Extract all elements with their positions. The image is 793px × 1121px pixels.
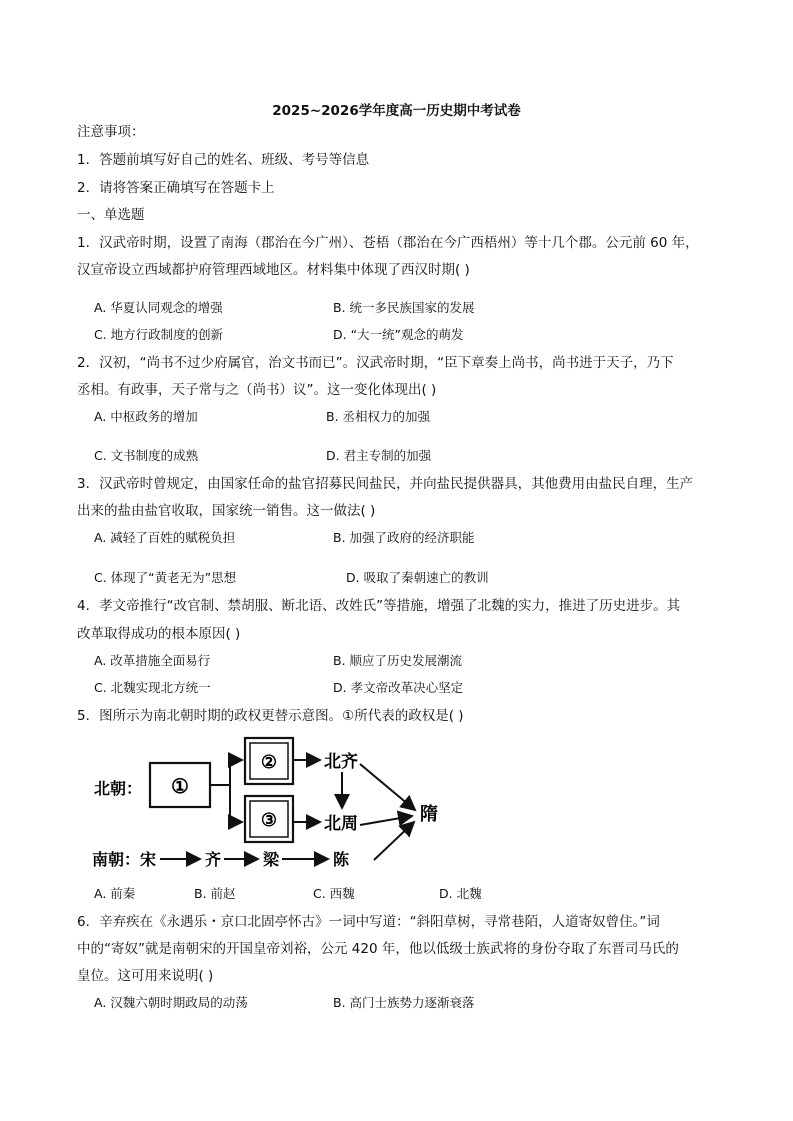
south-dynasties-label: 南朝：: [92, 850, 141, 869]
question-6-text: 6．辛弃疾在《永遇乐・京口北固亭怀古》一词中写道：“斜阳草树，寻常巷陌，人道寄奴曾住。”词: [77, 914, 660, 930]
option-a: A. 前秦: [94, 886, 136, 901]
exam-title: 2025~2026学年度高一历史期中考试卷: [272, 103, 521, 119]
option-a: A. 中枢政务的增加: [94, 409, 198, 424]
option-b: B. 加强了政府的经济职能: [333, 530, 475, 545]
box-3-label: ③: [260, 810, 278, 831]
option-a: A. 减轻了百姓的赋税负担: [94, 530, 236, 545]
option-c: C. 西魏: [313, 886, 355, 901]
option-a: A. 汉魏六朝时期政局的动荡: [94, 995, 248, 1010]
south-chen-label: 陈: [333, 850, 350, 869]
option-d: D. 君主专制的加强: [326, 448, 432, 463]
option-c: C. 地方行政制度的创新: [94, 327, 224, 342]
question-3-text: 出来的盐由盐官收取，国家统一销售。这一做法( ): [77, 503, 376, 519]
question-4-text: 改革取得成功的根本原因( ): [77, 626, 241, 642]
box-2-label: ②: [260, 752, 278, 773]
question-5-text: 5．图所示为南北朝时期的政权更替示意图。①所代表的政权是( ): [77, 708, 464, 724]
south-song-label: 宋: [140, 850, 157, 869]
option-c: C. 北魏实现北方统一: [94, 680, 211, 695]
option-d: D. 吸取了秦朝速亡的教训: [346, 570, 489, 585]
south-qi-label: 齐: [205, 850, 222, 869]
south-liang-label: 梁: [263, 850, 280, 869]
option-b: B. 顺应了历史发展潮流: [333, 653, 463, 668]
option-b: B. 高门士族势力逐渐衰落: [333, 995, 475, 1010]
sui-label: 隋: [420, 804, 438, 825]
section-heading: 一、单选题: [77, 207, 145, 223]
option-c: C. 体现了“黄老无为”思想: [94, 570, 237, 585]
north-dynasties-label: 北朝：: [94, 779, 143, 798]
question-2-text: 丞相。有政事，天子常与之（尚书）议”。这一变化体现出( ): [77, 382, 437, 398]
question-4-text: 4．孝文帝推行“改官制、禁胡服、断北语、改姓氏”等措施，增强了北魏的实力，推进了历史进步。其: [77, 598, 681, 614]
question-1-text: 汉宣帝设立西域都护府管理西域地区。材料集中体现了西汉时期( ): [77, 262, 470, 278]
question-1-text: 1．汉武帝时期，设置了南海（郡治在今广州）、苍梧（郡治在今广西梧州）等十几个郡。公元前 60 年，: [77, 235, 699, 251]
option-a: A. 改革措施全面易行: [94, 653, 211, 668]
northern-zhou-label: 北周: [324, 814, 358, 834]
notice-item: 1．答题前填写好自己的姓名、班级、考号等信息: [77, 152, 370, 168]
option-c: C. 文书制度的成熟: [94, 448, 199, 463]
notice-item: 2．请将答案正确填写在答题卡上: [77, 180, 275, 196]
box-1-label: ①: [171, 774, 189, 798]
regime-succession-diagram: [90, 730, 470, 880]
option-d: D. 孝文帝改革决心坚定: [333, 680, 464, 695]
northern-qi-label: 北齐: [324, 752, 358, 772]
option-d: D. “大一统”观念的萌发: [333, 327, 464, 342]
notice-heading: 注意事项：: [77, 124, 145, 140]
option-b: B. 统一多民族国家的发展: [333, 300, 475, 315]
question-6-text: 中的“寄奴”就是南朝宋的开国皇帝刘裕，公元 420 年，他以低级士族武将的身份夺取了东晋司马氏的: [77, 941, 679, 957]
option-b: B. 丞相权力的加强: [326, 409, 431, 424]
option-d: D. 北魏: [439, 886, 482, 901]
question-2-text: 2．汉初，“尚书不过少府属官，治文书而已”。汉武帝时期，“臣下章奏上尚书，尚书进于天子，乃下: [77, 355, 674, 371]
option-a: A. 华夏认同观念的增强: [94, 300, 223, 315]
option-b: B. 前赵: [194, 886, 236, 901]
question-3-text: 3．汉武帝时曾规定，由国家任命的盐官招募民间盐民，并向盐民提供器具，其他费用由盐民自理，生产: [77, 476, 694, 492]
question-6-text: 皇位。这可用来说明( ): [77, 968, 214, 984]
